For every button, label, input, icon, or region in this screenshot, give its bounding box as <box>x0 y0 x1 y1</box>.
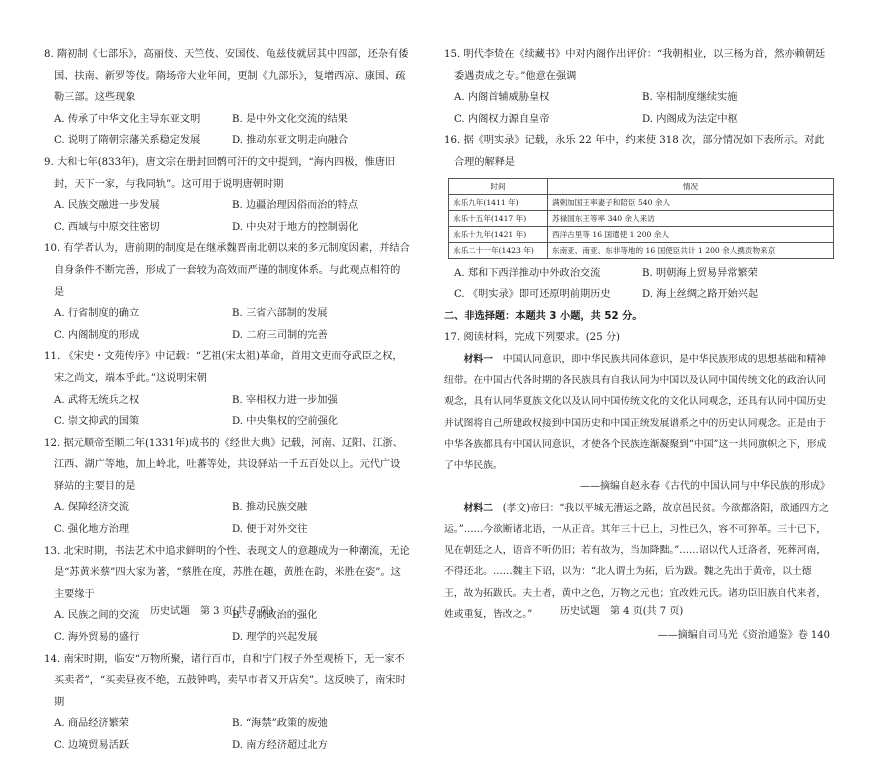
table-row <box>449 242 834 258</box>
question-8-options <box>44 109 410 152</box>
table-header-row <box>449 178 834 194</box>
table-header: 情况 <box>548 178 834 194</box>
question-9-options <box>44 195 410 238</box>
table-row <box>449 194 834 210</box>
question-12: 12. 据元顺帝至顺二年(1331年)成书的《经世大典》记载，河南、辽阳、江浙、江西、湖广等地，加上岭北，吐蕃等处，共设驿站一千五百处以上。元代广设驿站的主要目的是 <box>44 437 403 492</box>
table-cell: 永乐二十一年(1423 年) <box>449 242 548 258</box>
question-10-options <box>44 303 410 346</box>
table-cell: 永乐十五年(1417 年) <box>449 210 548 226</box>
option-c: C. 海外贸易的盛行 <box>54 632 140 644</box>
option-b: B. 明朝海上贸易异常繁荣 <box>642 267 758 279</box>
option-a: A. 传承了中华文化主导东亚文明 <box>54 113 201 125</box>
question-17: 17. 阅读材料，完成下列要求。(25 分) <box>444 332 621 344</box>
option-c: C. 强化地方治理 <box>54 524 130 536</box>
page-footer-left: 历史试题 第 3 页(共 7 页) <box>150 606 274 617</box>
option-a: A. 商品经济繁荣 <box>54 718 129 730</box>
option-b: B. 专制政治的强化 <box>232 610 318 622</box>
option-c: C. 边境贸易活跃 <box>54 740 130 751</box>
option-b: B. “海禁”政策的废弛 <box>232 718 328 730</box>
option-c: C. 崇文抑武的国策 <box>54 416 140 428</box>
option-c: C. 说明了隋朝宗藩关系稳定发展 <box>54 135 201 147</box>
option-c: C. 内阁权力源自皇帝 <box>454 113 550 125</box>
option-d: D. 理学的兴起发展 <box>232 632 318 644</box>
material-1-source: ——摘编自赵永春《古代的中国认同与中华民族的形成》 <box>580 481 830 493</box>
option-b: B. 宰相权力进一步加强 <box>232 394 338 406</box>
option-a: A. 民族之间的交流 <box>54 610 140 622</box>
question-14: 14. 南宋时期，临安“万物所聚，诸行百市，自和宁门杈子外至观桥下，无一家不买卖者”，“买卖昼夜不绝，五鼓钟鸣，卖早市者又开店矣”。这反映了，南宋时期 <box>44 653 406 708</box>
material-1-text: 中国认同意识，即中华民族共同体意识，是中华民族形成的思想基础和精神纽带。在中国古代各时期的各民族具有自我认同为中国以及认同中国传统文化的政治认同观念，具有认同华夏族文化以及认同中国传统文化的文化认同观念，还具有认同中国历史并试图将自己所建政权接到中国历史和中国正统发展谱系之中的历史认同观念。正是由于中华各族都具有中国认同意识，才使各个民族连渐凝聚到“中国”这一共同旗帜之下，形成了中华民族。 <box>444 353 827 471</box>
option-d: D. 中央集权的空前强化 <box>232 416 338 428</box>
option-c: C. 西域与中原交往密切 <box>54 221 160 233</box>
option-d: D. 内阁成为法定中枢 <box>642 113 738 125</box>
option-b: B. 边疆治理因俗而治的特点 <box>232 200 359 212</box>
question-11-options <box>44 390 410 433</box>
option-d: D. 中央对于地方的控制弱化 <box>232 221 359 233</box>
table-row <box>449 226 834 242</box>
option-d: D. 二府三司制的完善 <box>232 329 328 341</box>
question-9: 9. 大和七年(833年)，唐文宗在册封回鹘可汗的文中提到，“海内四极，惟唐旧封，天下一家，与我同轨”。这可用于说明唐朝时期 <box>44 156 396 190</box>
question-8: 8. 隋初制《七部乐》，高丽伎、天竺伎、安国伎、龟兹伎就居其中四部，还杂有倭国、扶南、新罗等伎。隋场帝大业年间，更制《九部乐》，复增西凉、康国、疏勒三部。这些现象 <box>44 49 409 104</box>
option-c: C. 内阁制度的形成 <box>54 329 140 341</box>
right-column <box>444 44 830 647</box>
table-cell: 永乐九年(1411 年) <box>449 194 548 210</box>
option-d: D. 海上丝绸之路开始兴起 <box>642 289 759 301</box>
material-1-label: 材料一 <box>463 353 493 365</box>
left-column <box>44 44 410 757</box>
option-a: A. 武将无统兵之权 <box>54 394 140 406</box>
material-1 <box>444 349 830 476</box>
option-a: A. 民族交融进一步发展 <box>54 200 160 212</box>
question-15: 15. 明代李贽在《续藏书》中对内阁作出评价：“我朝相业，以三杨为首，然亦赖朝廷委遇责成之专。”他意在强调 <box>444 49 826 82</box>
option-d: D. 便于对外交往 <box>232 524 308 536</box>
question-16: 16. 据《明实录》记载，永乐 22 年中，约来使 318 次，部分情况如下表所示。对此合理的解释是 <box>444 135 825 168</box>
option-d: D. 南方经济超过北方 <box>232 740 328 751</box>
option-a: A. 保障经济交流 <box>54 502 129 514</box>
material-2-text: (孝文)帝曰：“我以平城无漕运之路，故京邑民贫。今欲都洛阳，欲通四方之运。”……今欲断诸北语，一从正音。其年三十已上，习性已久，容不可猝革。三十已下，见在朝廷之人，语音不听仍旧；若有故为，当加降黜。”……诏以代人迁洛者，死葬河南，不得还北。……魏主下诏，以为：“北人谓土为拓，后为跋。魏之先出于黄帝，以土德王，故为拓跋氏。夫土者，黄中之色，万物之元也；宜改姓元氏。诸功臣旧族自代来者，姓或重复，皆改之。” <box>444 502 829 620</box>
option-b: B. 是中外文化交流的结果 <box>232 113 348 125</box>
table-cell: 永乐十九年(1421 年) <box>449 226 548 242</box>
table-cell: 满剌加国王率妻子和陪臣 540 余人 <box>548 194 834 210</box>
option-a: A. 内阁首辅威胁皇权 <box>454 92 550 104</box>
table-cell: 西洋古里等 16 国遣使 1 200 余人 <box>548 226 834 242</box>
option-b: B. 推动民族交融 <box>232 502 308 514</box>
table-cell: 苏禄国东王等率 340 余人来访 <box>548 210 834 226</box>
data-table <box>448 178 834 259</box>
question-14-options <box>44 713 410 756</box>
option-a: A. 行省制度的确立 <box>54 308 140 320</box>
question-10: 10. 有学者认为，唐前期的制度是在继承魏晋南北朝以来的多元制度因素，并结合自身条件不断完善，形成了一套较为高效而严谨的制度体系。与此观点相符的是 <box>44 243 410 298</box>
table-row <box>449 210 834 226</box>
option-b: B. 宰相制度继续实施 <box>642 92 738 104</box>
question-11: 11. 《宋史・文苑传序》中记载：“艺祖(宋太祖)革命，首用文吏而夺武臣之权，宋之尚文，端本乎此。”这说明宋朝 <box>44 351 403 384</box>
option-c: C. 《明实录》即可还原明前期历史 <box>454 289 611 301</box>
question-13: 13. 北宋时期，书法艺术中追求鲜明的个性、表现文人的意趣成为一种潮流，无论是“苏黄米蔡”四大家为著，“蔡胜在度，苏胜在趣，黄胜在韵，米胜在姿”。这主要缘于 <box>44 545 410 600</box>
section-heading: 二、非选择题：本题共 3 小题，共 52 分。 <box>444 310 643 322</box>
option-d: D. 推动东亚文明走向融合 <box>232 135 349 147</box>
question-16-options <box>444 263 830 306</box>
material-2-label: 材料二 <box>463 502 493 514</box>
question-12-options <box>44 497 410 540</box>
option-b: B. 三省六部制的发展 <box>232 308 328 320</box>
material-2-source: ——摘编自司马光《资治通鉴》卷 140 <box>657 629 830 641</box>
page-footer-right: 历史试题 第 4 页(共 7 页) <box>560 606 684 617</box>
option-a: A. 郑和下西洋推动中外政治交流 <box>454 267 601 279</box>
table-cell: 东南亚、南亚、东非等地的 16 国使臣共计 1 200 余人携贡物来京 <box>548 242 834 258</box>
table-header: 时间 <box>449 178 548 194</box>
question-15-options <box>444 87 830 130</box>
